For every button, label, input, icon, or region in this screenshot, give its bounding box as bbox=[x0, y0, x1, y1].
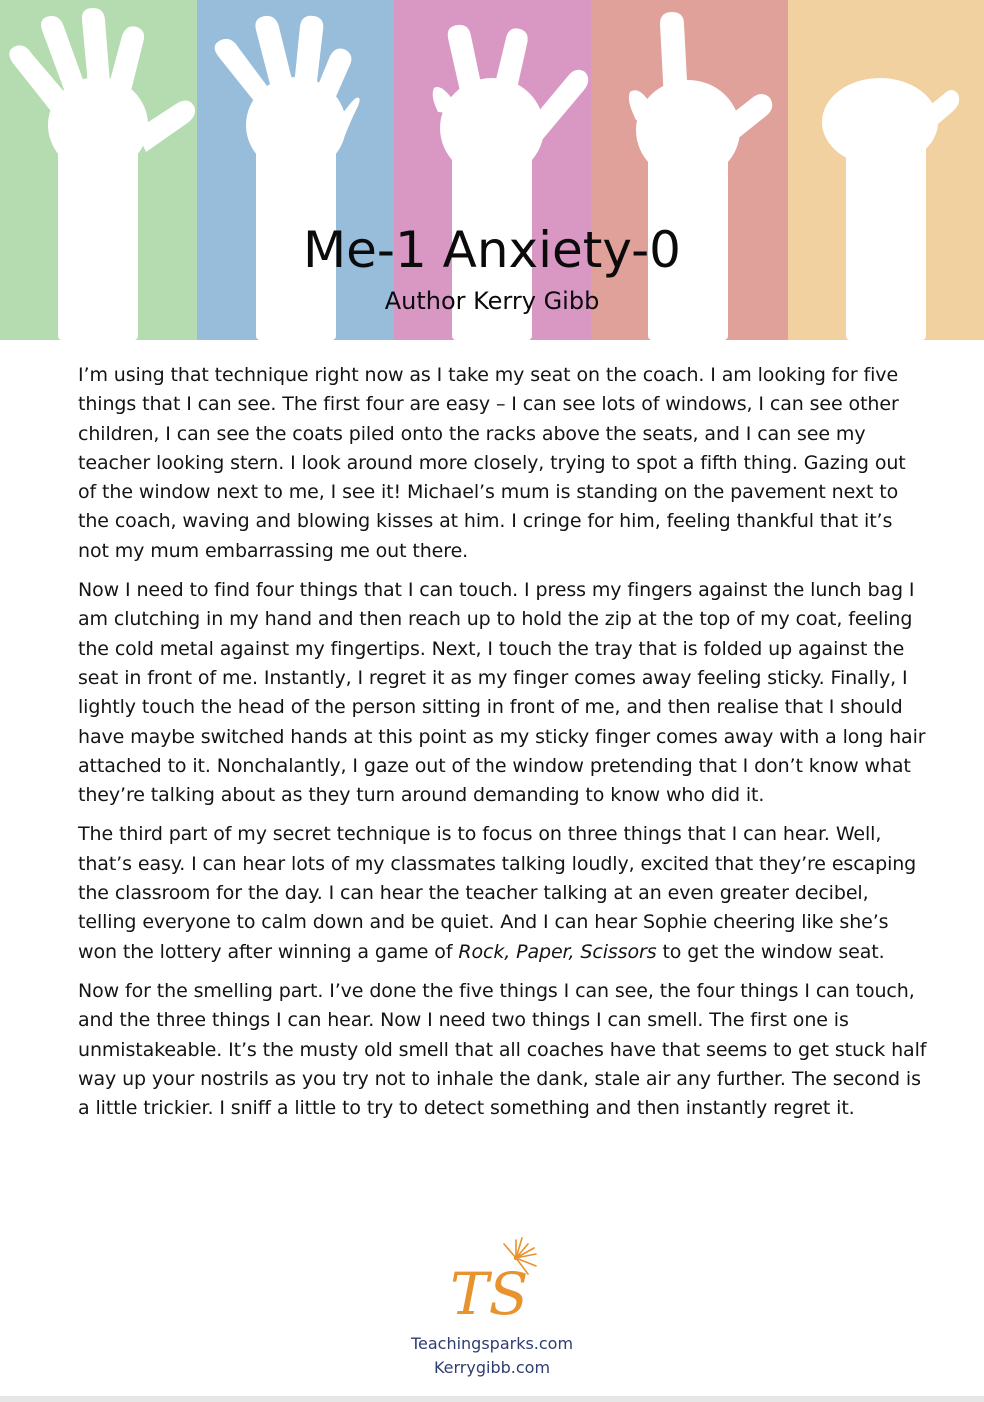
paragraph-hear-text-after: to get the window seat. bbox=[656, 940, 885, 963]
story-text bbox=[78, 361, 928, 1133]
paragraph-touch: Now I need to find four things that I can touch. I press my fingers against the lunch bag I am clutching in my hand and then reach up to hold the zip at the top of my coat, feeling the cold metal against my fingertips. Next, I touch the tray that is folded up against the seat in front of me. Instantly, I regret it as my finger comes away feeling sticky. Finally, I lightly touch the head of the person sitting in front of me, and then realise that I should have maybe switched hands at this point as my sticky finger comes away with a long hair attached to it. Nonchalantly, I gaze out of the window pretending that I don’t know what they’re talking about as they turn around demanding to know who did it. bbox=[78, 579, 926, 807]
paragraph-hear bbox=[78, 820, 928, 966]
kerrygibb-link[interactable]: Kerrygibb.com bbox=[433, 1358, 551, 1377]
page-bottom-edge bbox=[0, 1396, 984, 1402]
teachingsparks-logo bbox=[442, 1236, 542, 1326]
game-title-italic: Rock, Paper, Scissors bbox=[458, 940, 657, 963]
document-title: Me-1 Anxiety-0 bbox=[303, 221, 681, 279]
teachingsparks-link[interactable]: Teachingsparks.com bbox=[410, 1334, 574, 1353]
footer bbox=[0, 1236, 984, 1380]
title-block bbox=[0, 218, 984, 316]
paragraph-hear-text-before: The third part of my secret technique is to focus on three things that I can hear. Well, that’s easy. I can hear lots of my classmates talking loudly, excited that they’re escaping the classroom for the day. I can hear the teacher talking at an even greater decibel, telling everyone to calm down and be quiet. And I can hear Sophie cheering like she’s won the lottery after winning a game of bbox=[78, 823, 917, 963]
logo-letters: TS bbox=[450, 1260, 529, 1326]
paragraph-smell: Now for the smelling part. I’ve done the five things I can see, the four things I can touch, and the three things I can hear. Now I need two things I can smell. The first one is unmistakeable. It’s the musty old smell that all coaches have that seems to get stuck half way up your nostrils as you try not to inhale the dank, stale air any further. The second is a little trickier. I sniff a little to try to detect something and then instantly regret it. bbox=[78, 979, 927, 1120]
header-banner bbox=[0, 0, 984, 340]
author-line: Author Kerry Gibb bbox=[384, 287, 600, 315]
paragraph-see: I’m using that technique right now as I take my seat on the coach. I am looking for five things that I can see. The first four are easy – I can see lots of windows, I can see other children, I can see the coats piled onto the racks above the seats, and I can see my teacher looking stern. I look around more closely, trying to spot a fifth thing. Gazing out of the window next to me, I see it! Michael’s mum is standing on the pavement next to the coach, waving and blowing kisses at him. I cringe for him, feeling thankful that it’s not my mum embarrassing me out there. bbox=[78, 364, 906, 562]
